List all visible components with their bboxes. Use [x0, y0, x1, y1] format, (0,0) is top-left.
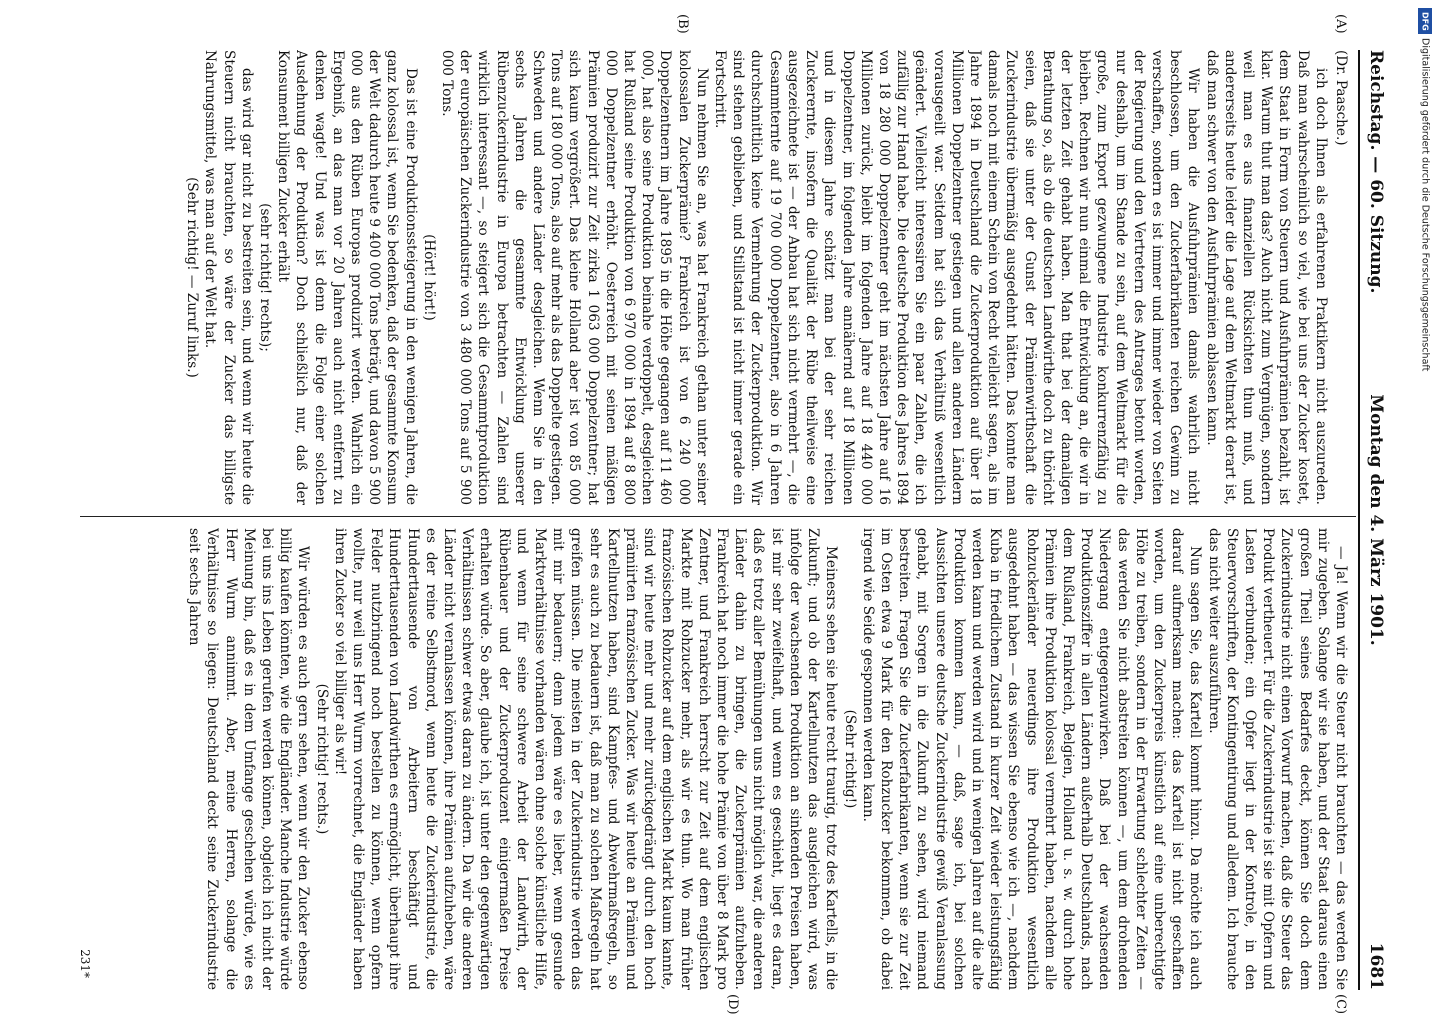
paragraph: Meinesrs sehen sie heute recht traurig, trotz des Kartells, in die Zukunft; und ob der Kartellnutzen das ausgleichen wird, was infolge der wachsenden Produktion an sinkenden Preisen haben, ist mir sehr zweifelhaft, und wenn es geschieht, liegt es daran, daß es trotz aller Bemühungen uns nicht möglich war, die anderen Länder dahin zu bringen, die Zuckerprämien aufzuheben. Frankreich hat noch immer die hohe Prämie von über 8 Mark pro Zentner, und Frankreich herrscht zur Zeit auf dem englischen Markte mit Rohzucker mehr, als wir es thun. Wo man früher französischen Rohzucker auf dem englischen Markt kaum kannte, sind wir heute mehr und mehr zurückgedrängt durch den hoch prämiirten französischen Zucker. Was wir heute an Prämien und Kartellnutzen haben, sind Kampfes- und Abwehrmaßregeln, so sehr es auch zu bedauern ist, daß man zu solchen Maßregeln hat greifen müssen. Die meisten in der Zuckerindustrie werden das mit mir bedauern; denn jedem wäre es lieber, wenn gesunde Marktverhältnisse vorhanden wären ohne solche künstliche Hilfe, und wenn für seine schwere Arbeit der Landwirth, der Rübenbauer und der Zuckerproduzent einigermaßen Preise erhalten würde. So aber, glaube ich, ist unter den gegenwärtigen Verhältnissen schwer etwas daran zu ändern. Da wir die anderen Länder nicht veranlassen können, ihre Prämien aufzuheben, wäre es der reine Selbstmord, wenn heute die Zuckerindustrie, die Hunderttausende von Arbeitern beschäftigt und Hunderttausenden von Landwirthen es ermöglicht, überhaupt ihre Felder nutzbringend noch bestellen zu können, wenn opfern wollte, nur weil uns Herr Wurm vorrechnet, die Engländer haben ihren Zucker so viel billiger als wir!: [331, 528, 840, 990]
header-session: Reichstag. — 60. Sitzung.: [1366, 50, 1386, 294]
right-column: [80, 528, 1350, 990]
paragraph: — Ja! Wenn wir die Steuer nicht brauchten — das werden Sie mir zugeben. Solange wir sie haben, und der Staat daraus einen großen Theil seines Bedarfes deckt, können Sie doch dem Zuckerindustrie nicht einen Vorwurf machen, daß die Steuer das Produkt vertheuert. Für die Zuckerindustrie ist sie mit Opfern und Lasten verbunden; ein Opfer liegt in der Kontrole, in den Steuervorschriften, der Kontingentirung und alledem. Ich brauche das nicht weiter auszuführen.: [1205, 528, 1349, 990]
header-page-number: 1681: [1366, 942, 1386, 990]
page-signature: 231*: [78, 949, 92, 978]
document-page: [78, 14, 1390, 1015]
interjection: (sehr richtig! rechts);: [257, 203, 274, 352]
speaker-name: (Dr. Paasche.): [1333, 50, 1349, 146]
funding-credit-text: Digitalisierung gefördert durch die Deutsche Forschungsgemeinschaft: [1419, 38, 1431, 372]
paragraph: Das ist eine Produktionssteigerung in den wenigen Jahren, die ganz kolossal ist, wenn Sie bedenken, daß der gesammte Konsum der Welt dadurch heute 9 400 000 Tons beträgt, und davon 5 900 000 aus den Rüben Europas produzirt werden. Wahrlich ein Ergebniß, an das man vor 20 Jahren auch nicht entfernt zu denken wagte! Und was ist denn die Folge einer solchen Ausdehnung der Produktion? Doch schließlich nur, daß der Konsument billigen Zucker erhält: [275, 50, 419, 505]
dfg-logo-icon: DFG: [1418, 8, 1432, 34]
interjection: (Sehr richtig! — Zuruf links.): [184, 177, 201, 378]
margin-marker-b: (B): [675, 14, 690, 34]
paragraph: Nun sagen Sie, das Kartell kommt hinzu. Da möchte ich auch darauf aufmerksam machen: das Kartell ist nicht geschaffen worden, um den Zuckerpreis künstlich auf eine unberechtigte Höhe zu treiben, sondern in der Erwartung schlechter Zeiten — das werden Sie nicht abstreiten können —, um dem drohenden Niedergang entgegenzuwirken. Daß bei der wachsenden Produktionsziffer in allen Ländern außerhalb Deutschlands, nach dem Rußland, Frankreich, Belgien, Holland u. s. w. durch hohe Prämien ihre Produktion kolossal vermehrt haben, nachdem alle Rohzuckerländer neuerdings ihre Produktion wesentlich ausgedehnt haben — das wissen Sie ebenso wie ich —, nachdem Kuba in friedlichem Zustand in kurzer Zeit wieder leistungsfähig werden kann und werden wird und in wenigen Jahren auf die alte Produktion kommen kann, — daß, sage ich, bei solchen Aussichten unsere deutsche Zuckerindustrie gewiß Veranlassung gehabt, mit Sorgen in die Zukunft zu sehen, wird niemand bestreiten. Fragen Sie die Zuckerfabrikanten, wenn sie zur Zeit im Osten etwa 9 Mark für den Rohzucker bekommen, ob dabei irgend wie Seide gesponnen werden kann.: [859, 528, 1204, 990]
column-divider: [80, 516, 1356, 517]
paragraph: Wir haben die Ausfuhrprämien damals wahrlich nicht beschlossen, um den Zuckerfabrikanten reichen Gewinn zu verschaffen, sondern es ist immer und immer wieder von Seiten der Regierung und den Vertretern des Antrages betont worden, nur deshalb, um im Stande zu sein, auf dem Weltmarkt für die große, zum Export gezwungene Industrie konkurrenzfähig zu bleiben. Rechnen wir nun einmal die Entwicklung an, die wir in der letzten Zeit gehabt haben. Man that bei der damaligen Berathung so, als ob die deutschen Landwirthe doch zu thöricht seien, daß sie unter der Gunst der Prämienwirthschaft die Zuckerindustrie übermäßig ausgedehnt hätten. Das konnte man damals noch mit einem Schein von Recht vielleicht sagen, als im Jahre 1894 in Deutschland die Zuckerproduktion auf über 18 Millionen Doppelzentner gestiegen und allen anderen Ländern vorausgeeilt war. Seitdem hat sich das Verhältniß wesentlich geändert. Vielleicht interessiren Sie ein paar Zahlen, die ich zufällig zur Hand habe. Die deutsche Produktion des Jahres 1894 von 18 280 000 Doppelzentner geht im nächsten Jahre auf 16 Millionen zurück, bleibt im folgenden Jahre auf 18 440 000 Doppelzentner, im folgenden Jahre annähernd auf 18 Millionen und in diesem Jahre schätzt man bei der sehr reichen Zuckerernte, insofern die Qualität der Rübe theilweise eine ausgezeichnete ist — der Anbau hat sich nicht vermehrt —, die Gesammternte auf 19 700 000 Doppelzentner, also in 6 Jahren durchschnittlich keine Vermehrung der Zuckerproduktion. Wir sind stehen geblieben, und Stillstand ist nicht immer gerade ein Fortschritt.: [712, 50, 1202, 505]
left-column: [80, 50, 1350, 505]
funding-credit: [1416, 8, 1434, 968]
paragraph: ich doch Ihnen als erfahrenen Praktikern nicht auszureden. Daß man wahrscheinlich so viel, wie bei uns der Zucker kostet, dem Staat in Form von Steuern und Ausfuhrprämien bezahlt, ist klar. Warum thut man das? Auch nicht zum Vergnügen, sondern weil man es aus finanziellen Rücksichten thun muß, und andererseits heute leider die Lage auf dem Weltmarkt derart ist, daß man schwer von den Ausfuhrprämien ablassen kann.: [1203, 50, 1329, 505]
paragraph: Wir würden es auch gern sehen, wenn wir den Zucker ebenso billig kaufen könnten, wie die Engländer. Manche Industrie würde bei uns ins Leben gerufen werden können, obgleich ich nicht der Meinung bin, daß es in dem Umfange geschehen würde, wie es Herr Wurm annimmt. Aber, meine Herren, solange die Verhältnisse so liegen: Deutschland deckt seine Zuckerindustrie seit sechs Jahren: [186, 528, 312, 990]
margin-marker-d: (D): [725, 994, 740, 1015]
page-header: [1358, 50, 1390, 990]
interjection: (Sehr richtig!): [841, 709, 858, 809]
header-date: Montag den 4. März 1901.: [1366, 394, 1386, 646]
interjection: (Hört! hört!): [420, 234, 437, 321]
interjection: (Sehr richtig! rechts.): [313, 683, 330, 835]
margin-marker-c: (C): [1333, 994, 1348, 1015]
paragraph: das wird gar nicht zu bestreiten sein, und wenn wir heute die Steuern nicht brauchten, so wäre der Zucker das billigste Nahrungsmittel, was man auf der Welt hat.: [202, 50, 255, 505]
paragraph: Nun nehmen Sie an, was hat Frankreich gethan unter seiner kolossalen Zuckerprämie? Frankreich ist von 6 240 000 Doppelzentnern im Jahre 1895 in die Höhe gegangen auf 11 460 000, hat also seine Produktion beinahe verdoppelt, desgleichen hat Rußland seine Produktion von 6 970 000 in 1894 auf 8 800 000 Doppelzentner erhöht. Oesterreich mit seinen mäßigen Prämien produzirt zur Zeit zirka 1 063 000 Doppelzentner; hat sich kaum vergrößert. Das kleine Holland aber ist von 85 000 Tons auf 180 000 Tons, also auf mehr als das Doppelte gestiegen. Schweden und andere Länder desgleichen. Wenn Sie in den sechs Jahren die gesammte Entwicklung unserer Rübenzuckerindustrie in Europa betrachten — Zahlen sind wirklich interessant —, so steigert sich die Gesammtproduktion der europäischen Zuckerindustrie von 3 480 000 Tons auf 5 900 000 Tons.: [439, 50, 710, 505]
margin-marker-a: (A): [1333, 14, 1348, 34]
